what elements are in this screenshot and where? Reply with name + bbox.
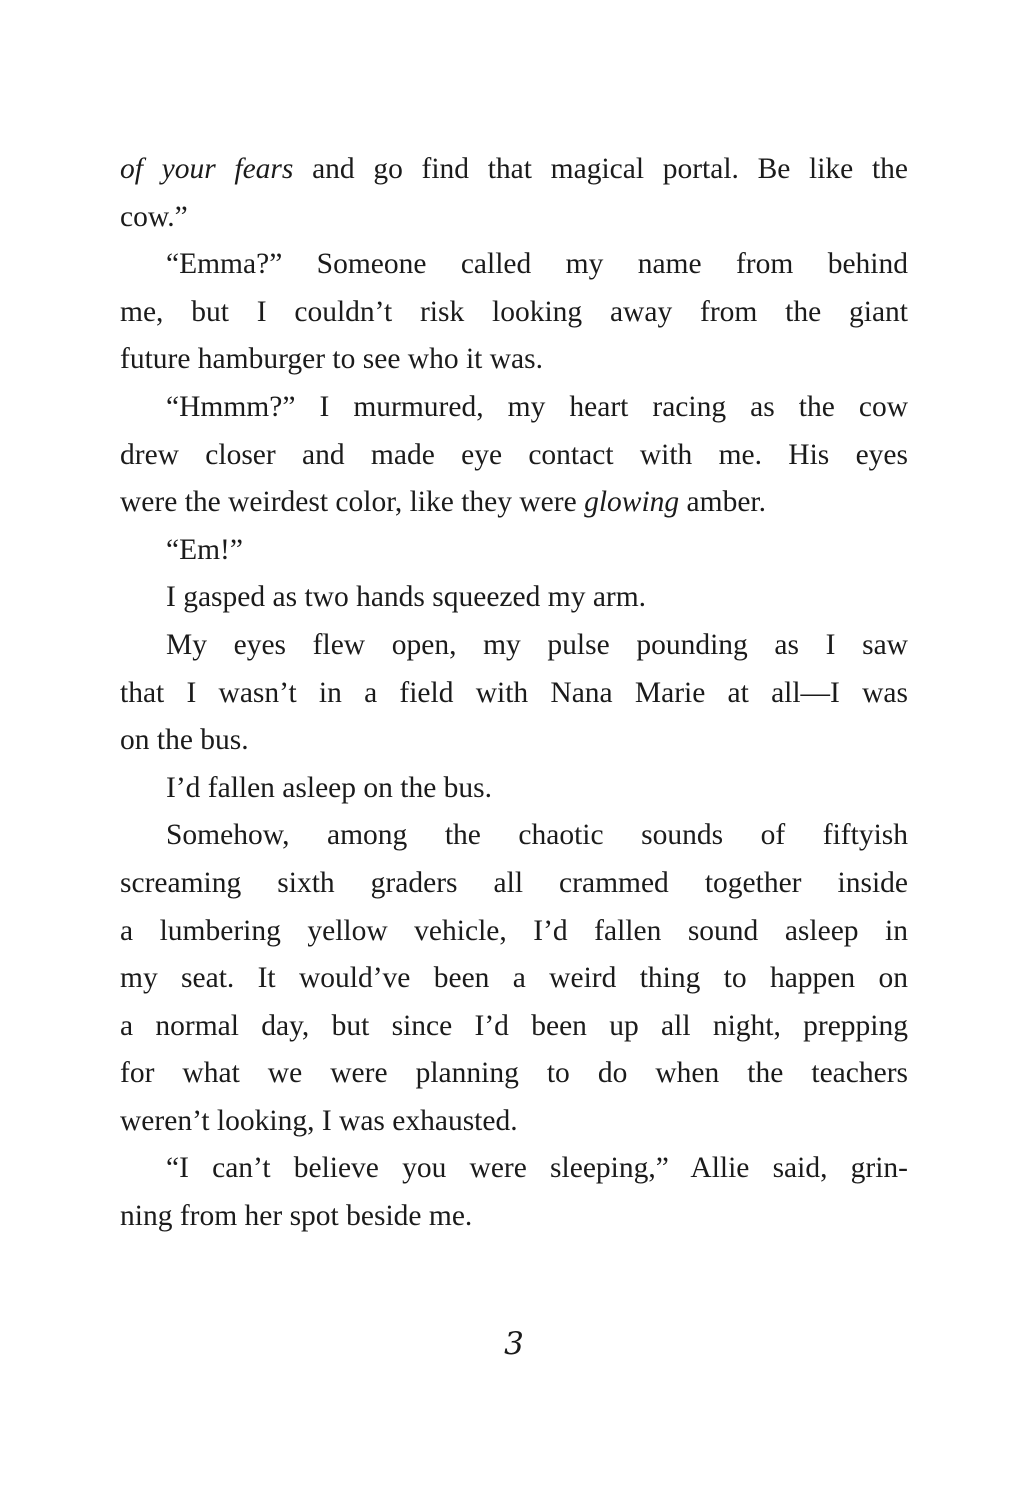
text-line: of your fears and go find that magical portal. Be like the <box>120 153 908 185</box>
text-line: weren’t looking, I was exhausted. <box>120 1104 518 1137</box>
text-line: drew closer and made eye contact with me. His eyes <box>120 438 908 471</box>
text-line: a lumbering yellow vehicle, I’d fallen sound asleep in <box>120 914 908 947</box>
text-line: I gasped as two hands squeezed my arm. <box>166 581 647 614</box>
page-number: 3 <box>504 1326 524 1362</box>
text-line: I’d fallen asleep on the bus. <box>166 771 493 804</box>
text-line: Somehow, among the chaotic sounds of fiftyish <box>166 819 908 852</box>
text-block <box>120 146 908 1241</box>
text-line: ning from her spot beside me. <box>120 1200 473 1233</box>
text-line: “Emma?” Someone called my name from behind <box>166 248 908 281</box>
text-line: “Em!” <box>166 533 243 566</box>
text-line: “Hmmm?” I murmured, my heart racing as the cow <box>166 390 908 423</box>
text-line: on the bus. <box>120 724 249 757</box>
text-line: my seat. It would’ve been a weird thing to happen on <box>120 962 908 995</box>
text-line: future hamburger to see who it was. <box>120 343 543 376</box>
text-line: that I wasn’t in a field with Nana Marie at all—I was <box>120 676 908 709</box>
text-line: me, but I couldn’t risk looking away from the giant <box>120 295 908 328</box>
text-line: cow.” <box>120 200 188 233</box>
text-line: screaming sixth graders all crammed together inside <box>120 866 908 899</box>
text-line: a normal day, but since I’d been up all night, prepping <box>120 1009 908 1042</box>
text-line: “I can’t believe you were sleeping,” Allie said, grin- <box>166 1152 908 1185</box>
text-line: My eyes flew open, my pulse pounding as I saw <box>166 628 908 661</box>
text-line: were the weirdest color, like they were glowing amber. <box>120 486 766 519</box>
text-line: for what we were planning to do when the teachers <box>120 1057 908 1090</box>
